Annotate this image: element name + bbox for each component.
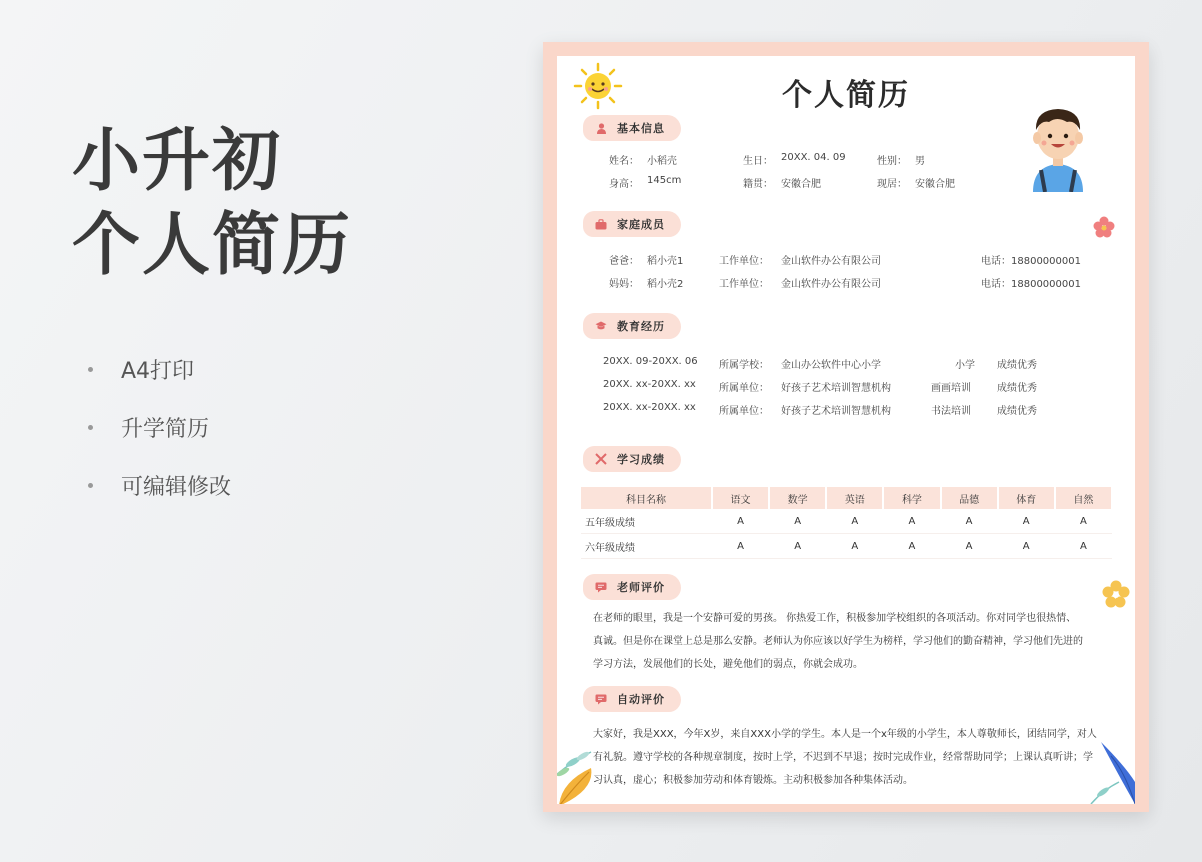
- feature-item: [88, 398, 231, 456]
- table-cell: A: [941, 534, 998, 559]
- column-header: 品德: [941, 487, 998, 509]
- residence-value: 安徽合肥: [915, 179, 955, 190]
- family-name: 稻小壳1: [647, 256, 684, 267]
- education-date: 20XX. xx-20XX. xx: [603, 379, 696, 390]
- briefcase-icon: [595, 218, 607, 230]
- table-cell: A: [1055, 534, 1112, 559]
- section-header-teacher-review: [583, 574, 681, 600]
- column-header: 数学: [769, 487, 826, 509]
- education-org: 好孩子艺术培训智慧机构: [781, 383, 891, 394]
- education-org-label: 所属单位：: [719, 406, 769, 417]
- self-review-line: 习认真，虚心；积极参加劳动和体育锻炼。主动积极参加各种集体活动。: [593, 775, 913, 786]
- education-org: 好孩子艺术培训智慧机构: [781, 406, 891, 417]
- family-phone: 电话：18800000001: [981, 256, 1081, 267]
- section-header-self-review: [583, 686, 681, 712]
- feature-label: 升学简历: [121, 416, 210, 442]
- education-course: 书法培训: [931, 406, 971, 417]
- gender-label: 性别：: [877, 156, 907, 167]
- table-cell: 六年级成绩: [581, 534, 712, 559]
- column-header: 科学: [883, 487, 940, 509]
- teacher-review-line: 在老师的眼里，我是一个安静可爱的男孩。 你热爱工作，积极参加学校组织的各项活动。你对同学也很热情、: [593, 613, 1077, 624]
- table-cell: A: [769, 534, 826, 559]
- education-result: 成绩优秀: [997, 383, 1037, 394]
- feature-label: 可编辑修改: [121, 474, 232, 500]
- table-cell: A: [826, 509, 883, 534]
- education-result: 成绩优秀: [997, 406, 1037, 417]
- family-role: 妈妈：: [609, 279, 639, 290]
- table-cell: A: [883, 534, 940, 559]
- section-header-basic-info: [583, 115, 681, 141]
- residence-label: 现居：: [877, 179, 907, 190]
- native-place-label: 籍贯：: [743, 179, 773, 190]
- section-title: 家庭成员: [617, 218, 665, 231]
- teacher-review-line: 学习方法，发展他们的长处，避免他们的弱点，你就会成功。: [593, 659, 863, 670]
- self-review-line: 有礼貌。遵守学校的各种规章制度，按时上学，不迟到不早退；按时完成作业，经常帮助同学；上课认真听讲；学: [593, 752, 1093, 763]
- education-course: 画画培训: [931, 383, 971, 394]
- family-role: 爸爸：: [609, 256, 639, 267]
- table-row: [581, 534, 1112, 559]
- birthday-label: 生日：: [743, 156, 773, 167]
- table-row: [581, 509, 1112, 534]
- person-icon: [595, 122, 607, 134]
- promo-title-line1: 小升初: [72, 122, 283, 201]
- table-cell: A: [883, 509, 940, 534]
- height-value: 145cm: [647, 175, 682, 186]
- comment-icon: [595, 693, 607, 705]
- leaf-decoration-icon: [557, 732, 607, 804]
- leaf-decoration-icon: [1081, 742, 1135, 804]
- family-phone: 电话：18800000001: [981, 279, 1081, 290]
- table-cell: A: [998, 534, 1055, 559]
- flower-icon: [1093, 216, 1115, 238]
- column-header: 科目名称: [581, 487, 712, 509]
- name-value: 小稻壳: [647, 156, 677, 167]
- table-cell: A: [712, 509, 769, 534]
- education-date: 20XX. xx-20XX. xx: [603, 402, 696, 413]
- flower-icon: [1102, 580, 1130, 608]
- promo-title: [72, 120, 352, 288]
- resume-title: 个人简历: [782, 78, 910, 113]
- bullet-icon: [88, 367, 93, 372]
- section-header-education: [583, 313, 681, 339]
- column-header: 语文: [712, 487, 769, 509]
- table-cell: A: [769, 509, 826, 534]
- education-org-label: 所属单位：: [719, 383, 769, 394]
- family-name: 稻小壳2: [647, 279, 684, 290]
- column-header: 自然: [1055, 487, 1112, 509]
- self-review-line: 大家好，我是XXX，今年X岁，来自XXX小学的学生。本人是一个x年级的小学生，本人尊敬师长，团结同学，对人: [593, 729, 1097, 740]
- resume-sheet: [557, 56, 1135, 804]
- table-cell: A: [998, 509, 1055, 534]
- family-work: 金山软件办公有限公司: [781, 279, 881, 290]
- table-cell: A: [712, 534, 769, 559]
- table-header-row: [581, 487, 1112, 509]
- height-label: 身高：: [609, 179, 639, 190]
- family-work-label: 工作单位：: [719, 256, 769, 267]
- family-work-label: 工作单位：: [719, 279, 769, 290]
- section-title: 老师评价: [617, 581, 665, 594]
- feature-item: [88, 340, 231, 398]
- family-work: 金山软件办公有限公司: [781, 256, 881, 267]
- education-date: 20XX. 09-20XX. 06: [603, 356, 698, 367]
- section-title: 学习成绩: [617, 453, 665, 466]
- birthday-value: 20XX. 04. 09: [781, 152, 846, 163]
- grades-table: [581, 487, 1113, 559]
- bullet-icon: [88, 483, 93, 488]
- feature-label: A4打印: [121, 358, 195, 384]
- self-review-text: [593, 723, 1113, 792]
- table-cell: A: [941, 509, 998, 534]
- bullet-icon: [88, 425, 93, 430]
- section-title: 基本信息: [617, 122, 665, 135]
- promo-title-line2: 个人简历: [72, 206, 353, 285]
- name-label: 姓名：: [609, 156, 639, 167]
- table-cell: A: [1055, 509, 1112, 534]
- resume-paper: [543, 42, 1149, 812]
- teacher-review-text: [593, 607, 1113, 676]
- teacher-review-line: 真诚。但是你在课堂上总是那么安静。老师认为你应该以好学生为榜样，学习他们的勤奋精神，学习他们先进的: [593, 636, 1083, 647]
- section-header-grades: [583, 446, 681, 472]
- feature-list: [88, 340, 231, 514]
- pencil-ruler-icon: [595, 453, 607, 465]
- section-header-family: [583, 211, 681, 237]
- section-title: 自动评价: [617, 693, 665, 706]
- column-header: 体育: [998, 487, 1055, 509]
- table-cell: A: [826, 534, 883, 559]
- column-header: 英语: [826, 487, 883, 509]
- section-title: 教育经历: [617, 320, 665, 333]
- graduation-cap-icon: [595, 320, 607, 332]
- feature-item: [88, 456, 231, 514]
- boy-avatar-icon: [1027, 100, 1089, 192]
- native-place-value: 安徽合肥: [781, 179, 821, 190]
- education-org: 金山办公软件中心小学: [781, 360, 881, 371]
- comment-icon: [595, 581, 607, 593]
- gender-value: 男: [915, 156, 925, 167]
- education-course: 小学: [955, 360, 975, 371]
- education-result: 成绩优秀: [997, 360, 1037, 371]
- table-cell: 五年级成绩: [581, 509, 712, 534]
- education-org-label: 所属学校：: [719, 360, 769, 371]
